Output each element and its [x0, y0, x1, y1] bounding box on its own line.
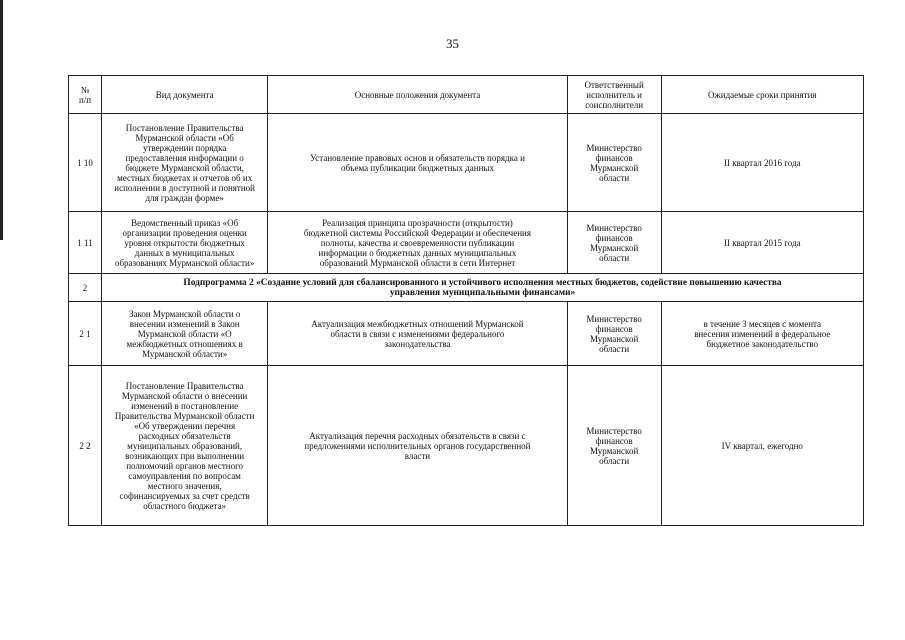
- row-num: 1 10: [69, 114, 102, 212]
- row-main-points: Актуализация межбюджетных отношений Мурманской области в связи с изменениями федерального законодательства: [268, 302, 567, 366]
- row-main-points: Установление правовых основ и обязательств порядка и объема публикации бюджетных данных: [268, 114, 567, 212]
- row-deadline: IV квартал, ежегодно: [661, 366, 863, 526]
- table-row: [69, 366, 864, 526]
- header-deadline: Ожидаемые сроки принятия: [661, 76, 863, 114]
- row-num: 2: [69, 274, 102, 302]
- row-deadline: II квартал 2015 года: [661, 212, 863, 274]
- header-doc-type: Вид документа: [102, 76, 268, 114]
- row-num: 1 11: [69, 212, 102, 274]
- header-num: № п/п: [69, 76, 102, 114]
- subprogram-row: [69, 274, 864, 302]
- table-row: [69, 114, 864, 212]
- row-responsible: Министерство финансов Мурманской области: [567, 366, 661, 526]
- row-main-points: Реализация принципа прозрачности (открытости) бюджетной системы Российской Федерации и обеспечения полноты, качества и своевременности публикации информации о бюджетных данных муниципальных образований Мурманской области в сети Интернет: [268, 212, 567, 274]
- row-doc-type: Закон Мурманской области о внесении изменений в Закон Мурманской области «О межбюджетных отношениях в Мурманской области»: [102, 302, 268, 366]
- table-row: [69, 302, 864, 366]
- row-responsible: Министерство финансов Мурманской области: [567, 302, 661, 366]
- header-row: [69, 76, 864, 114]
- row-doc-type: Постановление Правительства Мурманской области о внесении изменений в постановление Правительства Мурманской области «Об утверждении перечня расходных обязательств муниципальных образований, возникающих при выполнении полномочий органов местного самоуправления по вопросам местного значения, софинансируемых за счет средств областного бюджета»: [102, 366, 268, 526]
- row-responsible: Министерство финансов Мурманской области: [567, 114, 661, 212]
- row-responsible: Министерство финансов Мурманской области: [567, 212, 661, 274]
- page-number: 35: [446, 36, 459, 51]
- row-deadline: в течение 3 месяцев с момента внесения изменений в федеральное бюджетное законодательство: [661, 302, 863, 366]
- header-responsible: Ответственный исполнитель и соисполнители: [567, 76, 661, 114]
- table-row: [69, 212, 864, 274]
- documents-table: [68, 75, 864, 526]
- row-num: 2 2: [69, 366, 102, 526]
- header-main-points: Основные положения документа: [268, 76, 567, 114]
- row-main-points: Актуализация перечня расходных обязательств в связи с предложениями исполнительных органов государственной власти: [268, 366, 567, 526]
- row-deadline: II квартал 2016 года: [661, 114, 863, 212]
- row-num: 2 1: [69, 302, 102, 366]
- subprogram-title: Подпрограмма 2 «Создание условий для сбалансированного и устойчивого исполнения местных бюджетов, содействие повышению качества управления муниципальными финансами»: [102, 274, 864, 302]
- row-doc-type: Постановление Правительства Мурманской области «Об утверждении порядка предоставления информации о бюджете Мурманской области, местных бюджетах и отчетов об их исполнении в доступной и понятной для граждан форме»: [102, 114, 268, 212]
- row-doc-type: Ведомственный приказ «Об организации проведения оценки уровня открытости бюджетных данных в муниципальных образованиях Мурманской области»: [102, 212, 268, 274]
